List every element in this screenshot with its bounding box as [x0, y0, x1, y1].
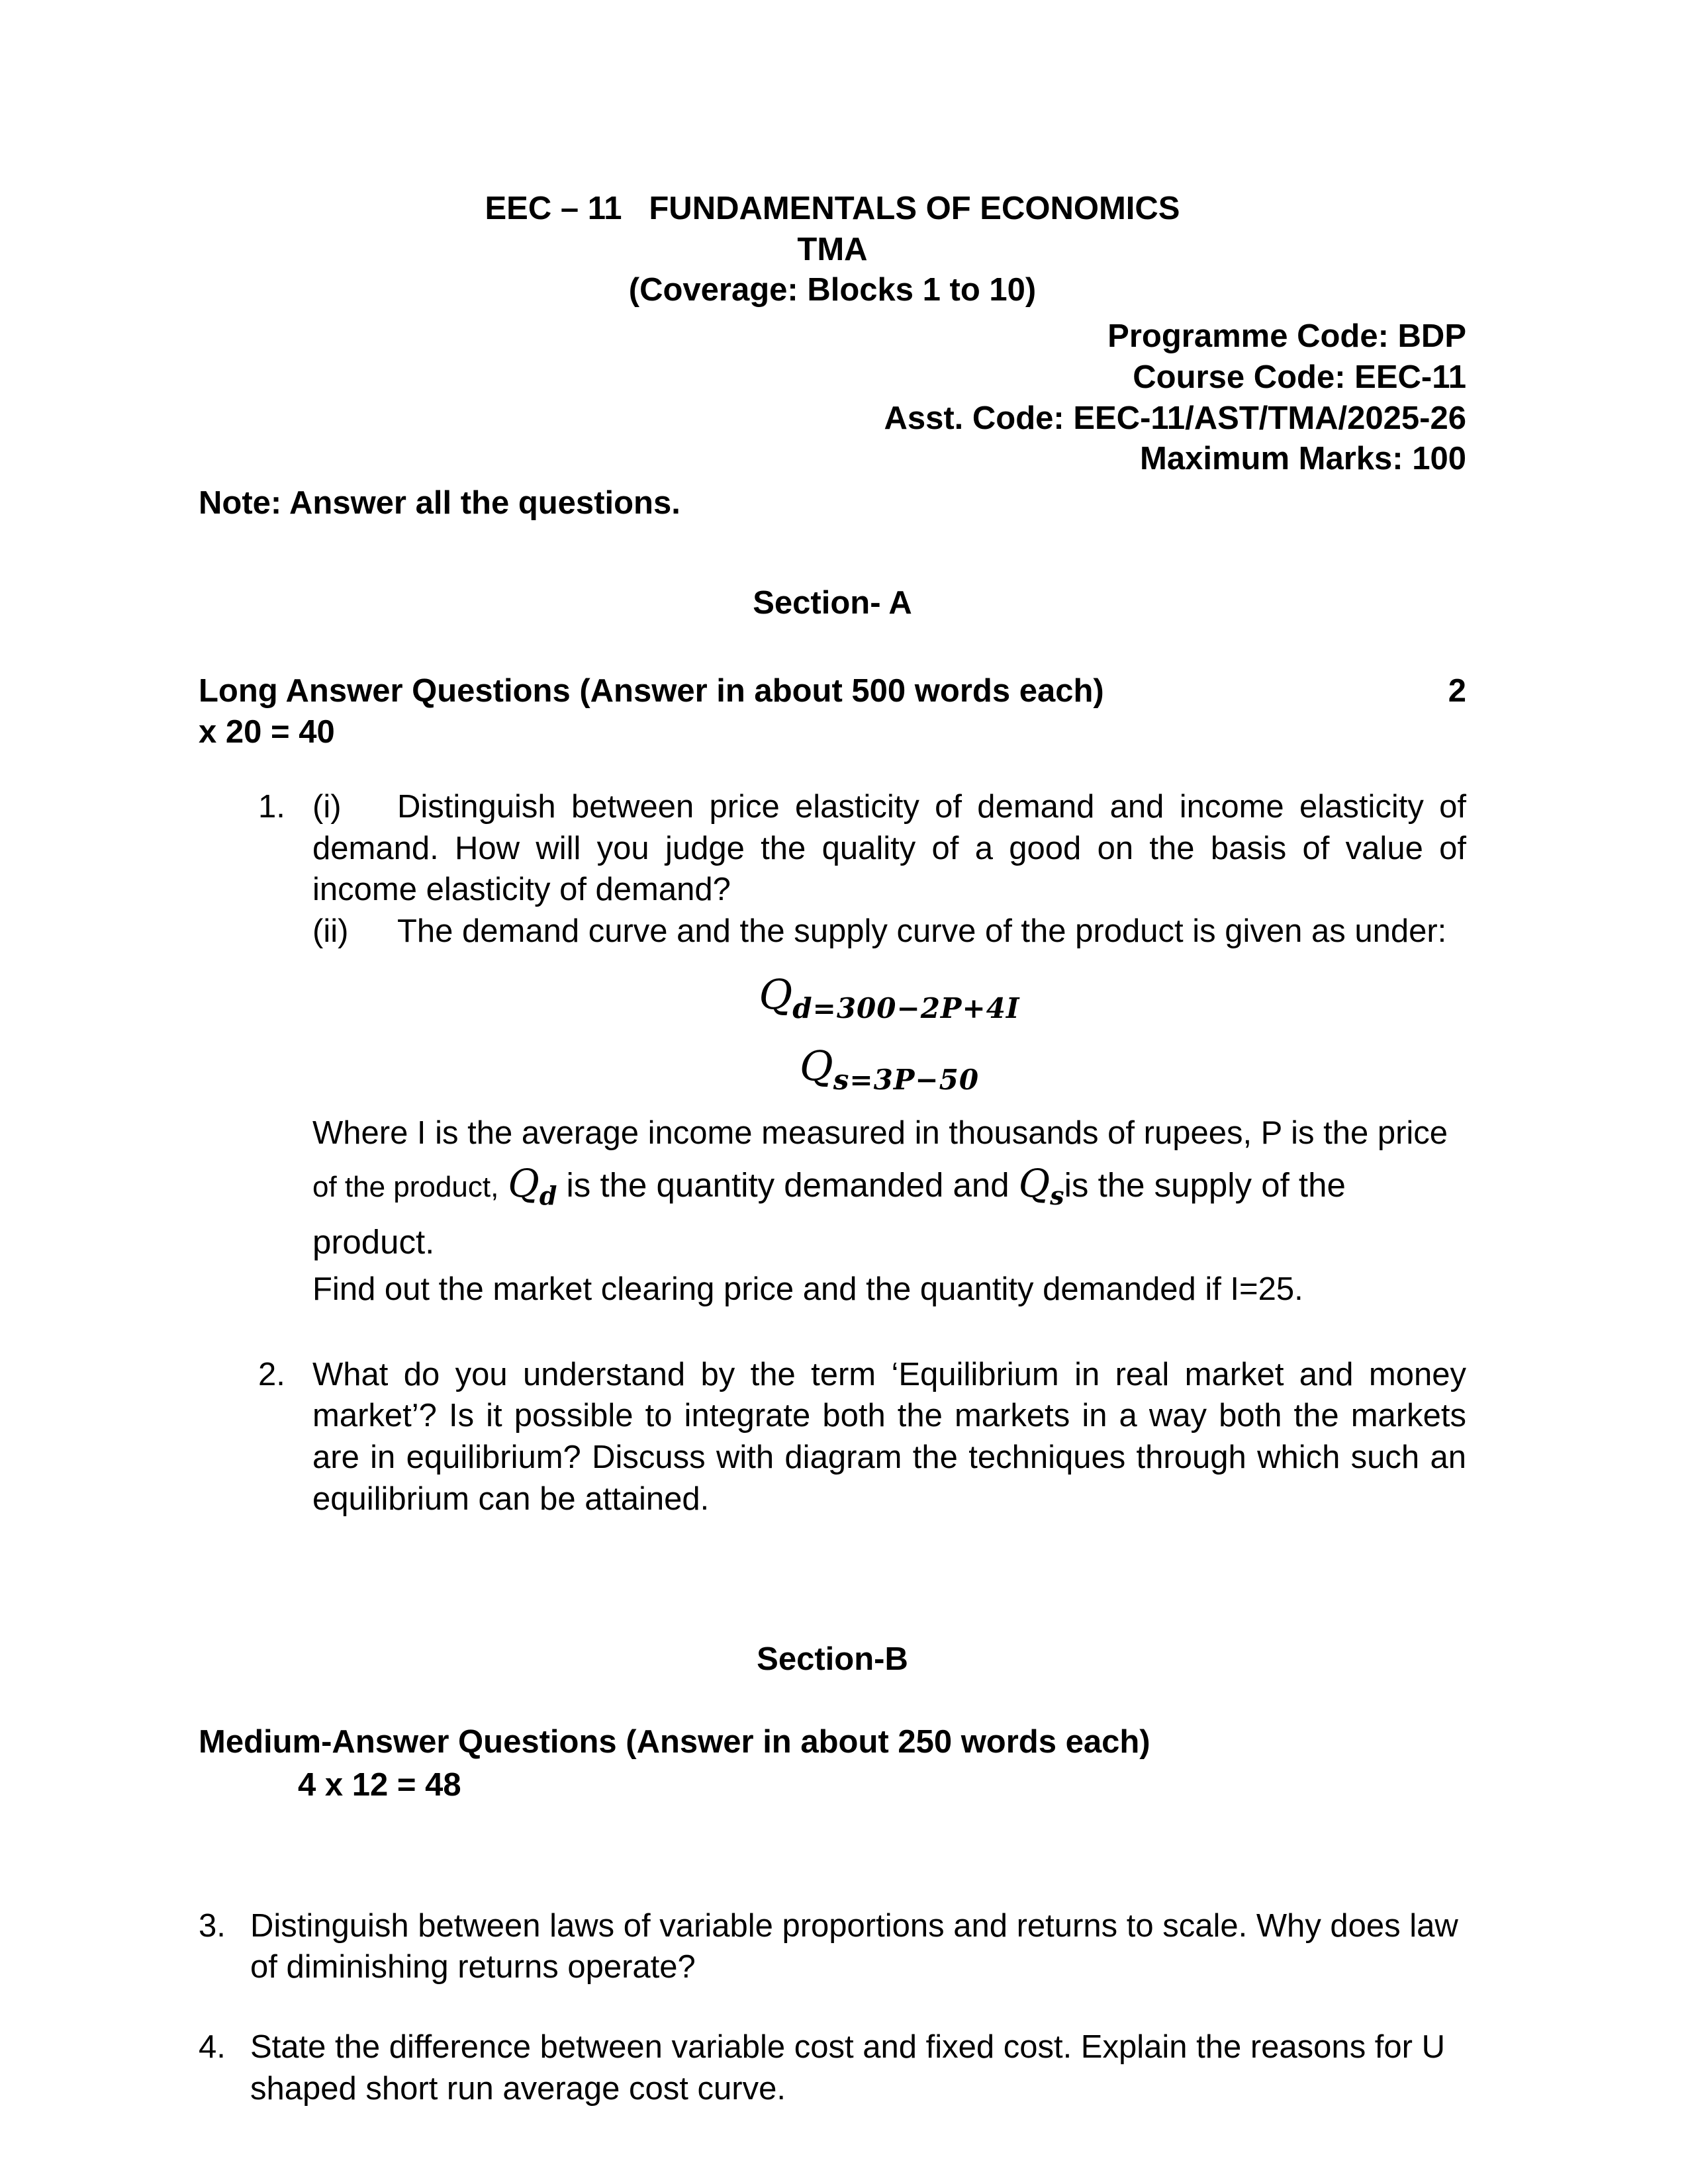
question-1-part-ii [312, 911, 1466, 952]
doc-coverage: (Coverage: Blocks 1 to 10) [628, 272, 1037, 308]
where-segment-2: is the quantity demanded and [566, 1165, 1009, 1204]
demand-equation-rhs: =300−2P+4I [812, 991, 1020, 1024]
where-paragraph-line2 [312, 1154, 1466, 1269]
question-2 [199, 1354, 1466, 1520]
section-b-heading: Section-B [757, 1641, 908, 1678]
part-ii-label: (ii) [312, 913, 349, 950]
programme-code: Programme Code: BDP [1107, 318, 1466, 355]
qs-inline-math [1018, 1160, 1064, 1210]
question-3-number: 3. [199, 1907, 226, 1944]
qd-symbol: Q [508, 1160, 539, 1206]
question-1-number: 1. [258, 789, 285, 825]
marks-value: 2 [1448, 672, 1466, 709]
maximum-marks: Maximum Marks: 100 [1140, 441, 1466, 477]
question-4-text: State the difference between variable cost and fixed cost. Explain the reasons for U shaped short run average cost curve. [250, 2029, 1445, 2107]
question-1-body [312, 786, 1466, 1310]
demand-q-symbol: Q [759, 970, 793, 1019]
qs-subscript: s [1050, 1180, 1064, 1210]
supply-q-subscript: s [833, 1064, 850, 1097]
where-segment-3: is the supply of the product. [312, 1165, 1346, 1261]
medium-answer-marks: 4 x 12 = 48 [298, 1766, 461, 1803]
supply-equation-rhs: =3P−50 [849, 1064, 980, 1097]
course-code: Course Code: EEC-11 [1133, 359, 1466, 395]
demand-q-subscript: d [792, 991, 813, 1024]
supply-equation [312, 1044, 1466, 1095]
find-out-line: Find out the market clearing price and the quantity demanded if I=25. [312, 1271, 1303, 1307]
section-a-heading: Section- A [753, 584, 912, 621]
question-3 [199, 1905, 1466, 1988]
question-3-text: Distinguish between laws of variable proportions and returns to scale. Why does law of diminishing returns operate? [250, 1907, 1458, 1985]
note-line: Note: Answer all the questions. [199, 485, 680, 522]
qd-inline-math [508, 1160, 557, 1210]
title-block [199, 189, 1466, 311]
doc-title: EEC – 11 FUNDAMENTALS OF ECONOMICS [485, 191, 1180, 226]
demand-equation [312, 972, 1466, 1024]
question-2-text: What do you understand by the term ‘Equilibrium in real market and money market’? Is it possible to integrate both the markets in a way both the markets are in equilibrium? Discuss with diagram the techniques through which such an equilibrium can be attained. [312, 1356, 1466, 1517]
part-i-text: Distinguish between price elasticity of demand and income elasticity of demand. How will you judge the quality of a good on the basis of value of income elasticity of demand? [312, 789, 1466, 908]
part-ii-text: The demand curve and the supply curve of the product is given as under: [397, 913, 1447, 950]
supply-q-symbol: Q [799, 1042, 833, 1091]
marks-continuation: x 20 = 40 [199, 714, 335, 751]
where-segment-1: of the product, [312, 1170, 499, 1203]
assignment-code: Asst. Code: EEC-11/AST/TMA/2025-26 [884, 400, 1466, 436]
qs-symbol: Q [1018, 1160, 1051, 1206]
question-1-part-i [312, 786, 1466, 911]
question-2-number: 2. [258, 1356, 285, 1392]
long-answer-heading-text: Long Answer Questions (Answer in about 500 words each) [199, 672, 1104, 709]
meta-block [199, 316, 1466, 480]
question-1 [199, 786, 1466, 1310]
question-4 [199, 2026, 1466, 2109]
doc-subtitle-tma: TMA [797, 231, 868, 267]
where-paragraph-line1: Where I is the average income measured in thousands of rupees, P is the price [312, 1115, 1448, 1152]
qd-subscript: d [539, 1180, 557, 1210]
question-4-number: 4. [199, 2029, 226, 2065]
medium-answer-heading: Medium-Answer Questions (Answer in about 250 words each) [199, 1724, 1150, 1760]
long-answer-heading [199, 670, 1466, 753]
part-i-label: (i) [312, 789, 342, 825]
